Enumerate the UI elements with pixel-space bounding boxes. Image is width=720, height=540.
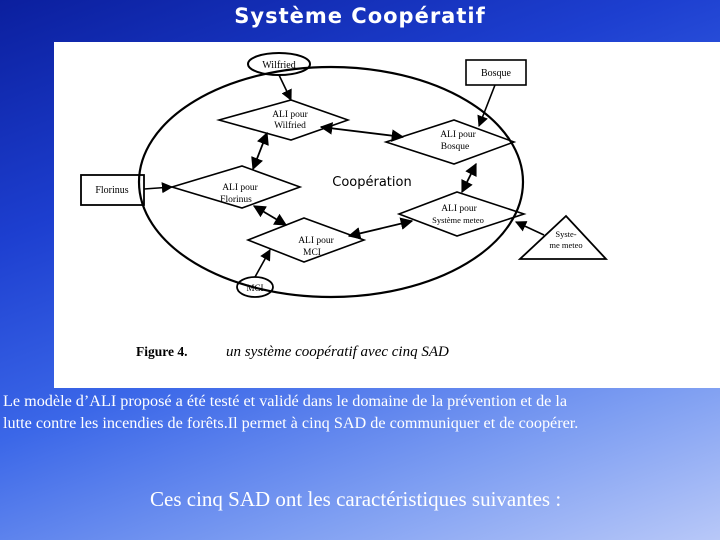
ali-wilfried-diamond [219,100,348,140]
ali-bosque-line1: ALI pour [440,130,476,140]
arrow-florinus-to-ali [144,187,172,189]
body-paragraph-line1: Le modèle d’ALI proposé a été testé et validé dans le domaine de la prévention et de la [3,392,568,410]
ali-wilfried-line2: Wilfried [274,121,306,131]
cooperation-label: Coopération [332,175,412,190]
arrow-meteo-to-ali [516,222,544,235]
ali-florinus-line2: Florinus [220,195,252,205]
link-ali-bosque-meteo [462,164,476,192]
slide-title: Système Coopératif [234,4,486,28]
ali-florinus-line1: ALI pour [222,183,258,193]
ali-meteo-line2: Système meteo [432,215,484,225]
cooperation-ellipse [139,67,523,297]
ali-bosque-line2: Bosque [440,142,470,152]
mci-label: MCI [246,283,264,293]
link-ali-mci-meteo [349,221,412,236]
meteo-label-line1: Syste- [555,229,577,239]
wilfried-label: Wilfried [262,60,296,71]
link-ali-wilfried-bosque [321,127,403,137]
ali-mci-line2: MCI [303,248,321,258]
figure-panel [54,42,720,388]
ali-wilfried-line1: ALI pour [272,110,308,120]
meteo-label-line2: me meteo [549,240,583,250]
bosque-label: Bosque [481,68,511,79]
link-ali-florinus-mci [254,206,286,225]
figure-caption-bold: Figure 4. [136,344,188,359]
arrow-wilfried-to-ali [279,75,291,100]
body-paragraph [3,390,719,434]
ali-meteo-line1: ALI pour [441,204,477,214]
section-subtitle: Ces cinq SAD ont les caractéristiques suivantes : [150,487,562,511]
cooperation-diagram [54,42,720,388]
florinus-label: Florinus [95,185,129,196]
body-paragraph-line2: lutte contre les incendies de forêts.Il permet à cinq SAD de communiquer et de coopérer. [3,414,579,432]
arrow-mci-to-ali [255,250,270,277]
ali-mci-line1: ALI pour [298,236,334,246]
figure-caption-italic: un système coopératif avec cinq SAD [226,344,449,360]
link-ali-wilfried-florinus [253,133,267,169]
